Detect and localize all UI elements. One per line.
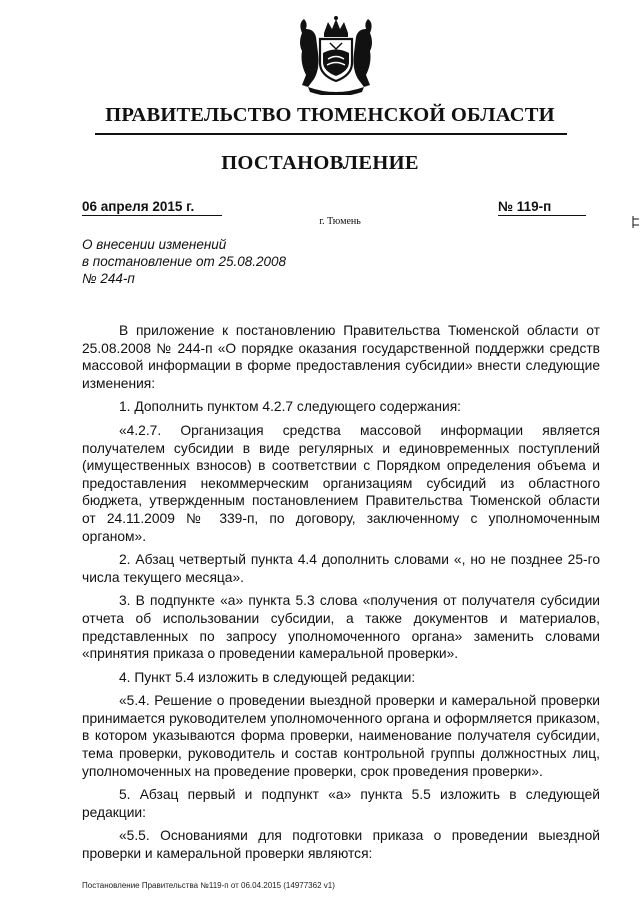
body-paragraph: 5. Абзац первый и подпункт «а» пункта 5.5 изложить в следующей редакции: [82, 787, 600, 820]
subject-line: № 244-п [82, 271, 135, 286]
body-paragraph: «5.4. Решение о проведении выездной проверки и камеральной проверки принимается руководителем уполномоченного органа и оформляется приказом, в котором указываются форма проверки, наименование получателя субсидии, тема проверки, руководитель и состав контрольной группы должностных лиц, уполномоченных на проведение проверки, срок проведения проверки». [82, 693, 600, 779]
document-footer: Постановление Правительства №119-п от 06.04.2015 (14977362 v1) [82, 881, 335, 890]
government-title: ПРАВИТЕЛЬСТВО ТЮМЕНСКОЙ ОБЛАСТИ [105, 104, 555, 126]
subject-line: О внесении изменений [82, 237, 227, 252]
body-paragraph: 3. В подпункте «а» пункта 5.3 слова «получения от получателя субсидии отчета об использовании субсидии, а также документов и материалов, представленных по запросу уполномоченного органа» заменить словами «принятия приказа о проведении камеральной проверки». [82, 593, 600, 662]
title-divider [95, 133, 567, 135]
body-paragraph: 2. Абзац четвертый пункта 4.4 дополнить словами «, но не позднее 25-го числа текущего месяца». [82, 552, 600, 585]
subject-line: в постановление от 25.08.2008 [82, 254, 287, 269]
body-paragraph: 4. Пункт 5.4 изложить в следующей редакции: [119, 669, 416, 685]
coat-of-arms-emblem [290, 13, 382, 95]
margin-mark-icon [631, 215, 640, 229]
document-body [82, 322, 600, 869]
body-paragraph: «5.5. Основаниями для подготовки приказа о проведении выездной проверки и камеральной проверки являются: [82, 828, 600, 862]
document-subject [82, 236, 322, 287]
document-type-heading: ПОСТАНОВЛЕНИЕ [221, 152, 419, 174]
body-paragraph: «4.2.7. Организация средства массовой информации является получателем субсидии в виде регулярных и единовременных поступлений (имущественных взносов) в соответствии с Порядком определения объема и предоставления некоммерческим организациям субсидий из областного бюджета, утвержденным постановлением Правительства Тюменской области от 24.11.2009 № 339-п, по договору, заключенному с уполномоченным органом». [82, 422, 600, 544]
document-number: № 119-п [498, 199, 586, 216]
body-paragraph: 1. Дополнить пунктом 4.2.7 следующего содержания: [119, 399, 461, 415]
document-date: 06 апреля 2015 г. [82, 199, 222, 216]
body-paragraph: В приложение к постановлению Правительства Тюменской области от 25.08.2008 № 244-п «О порядке оказания государственной поддержки средств массовой информации в форме предоставления субсидии» внести следующие изменения: [82, 323, 600, 391]
document-city: г. Тюмень [319, 216, 361, 227]
